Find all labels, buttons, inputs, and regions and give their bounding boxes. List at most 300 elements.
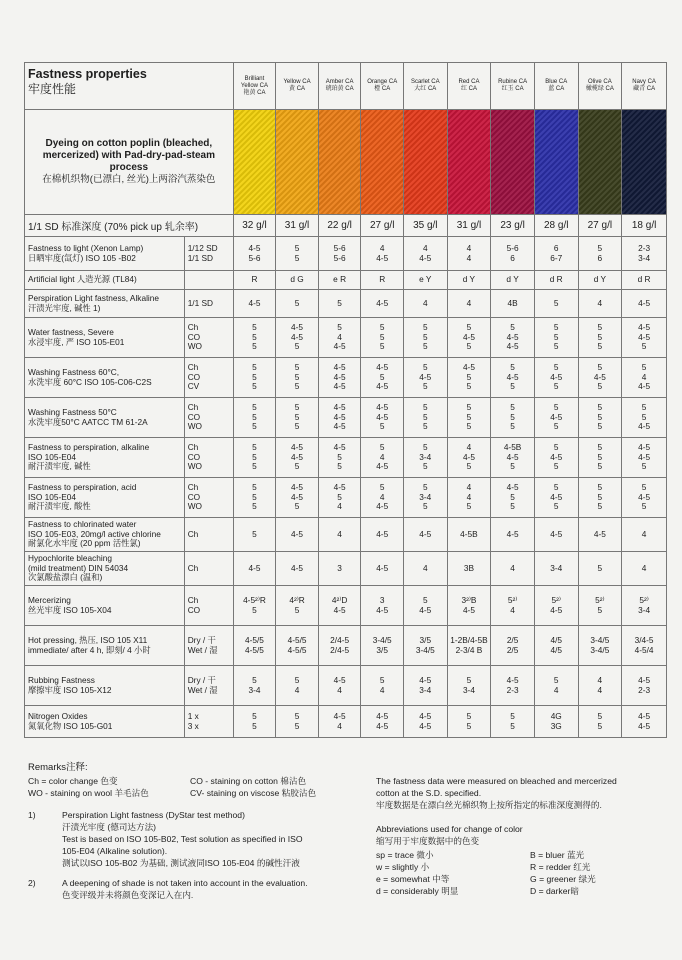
- rating-value: 5: [641, 461, 647, 472]
- rating-value: 5: [553, 297, 559, 308]
- rating-value: 4-5: [333, 482, 346, 493]
- rating-value: 4-5: [462, 362, 475, 373]
- rating-value: 5: [294, 252, 300, 263]
- rating-value: 4-5: [333, 442, 346, 453]
- rating-value: 5: [597, 381, 603, 392]
- rating-value: d Y: [462, 274, 476, 285]
- rating-cell: [233, 626, 276, 666]
- rating-cell: [534, 398, 578, 438]
- subcategory-line: CO: [187, 411, 201, 422]
- rating-value: 5: [641, 501, 647, 512]
- test-name-line: 次氯酸盐漂白 (温和): [28, 572, 103, 583]
- rating-cell: [534, 237, 578, 271]
- rating-value: 4: [422, 562, 428, 573]
- test-name-line: ISO 105-E04: [28, 491, 76, 502]
- rating-value: 5: [252, 491, 257, 502]
- test-name: [25, 398, 185, 438]
- rating-value: 3²⁾B: [461, 595, 477, 605]
- rating-cell: [447, 237, 491, 271]
- rating-value: 5: [252, 482, 257, 493]
- fastness-table: [24, 62, 667, 738]
- rating-value: 4: [466, 491, 472, 502]
- rating-value: 2/5: [506, 635, 519, 645]
- rating-cell: [491, 478, 535, 518]
- rating-value: 5: [252, 442, 257, 453]
- remark-wo: WO - staining on wool 羊毛沾色: [28, 788, 149, 798]
- note-1-number: 1): [28, 810, 36, 820]
- rating-cell: [534, 666, 578, 706]
- rating-cell: [622, 552, 667, 586]
- remarks-title: Remarks注释:: [28, 762, 88, 773]
- rating-cell: [233, 438, 276, 478]
- rating-cell: [491, 626, 535, 666]
- rating-cell: [403, 706, 447, 738]
- abbreviation: sp = trace 微小: [376, 850, 434, 860]
- test-name-line: ISO 105-E04: [28, 451, 76, 462]
- subcategory-line: Ch: [187, 322, 199, 333]
- color-swatch: [447, 110, 491, 215]
- rating-value: 4-5: [419, 604, 432, 615]
- rating-cell: [318, 552, 361, 586]
- rating-cell: [403, 358, 447, 398]
- test-name-line: 丝光牢度 ISO 105-X04: [28, 604, 112, 615]
- rating-value: 5: [597, 442, 603, 453]
- test-name-line: Washing Fastness 50°C: [28, 407, 117, 417]
- dye-column-header: Red CA 红 CA: [447, 63, 491, 110]
- rating-value: 4-5: [419, 252, 432, 263]
- rating-value: 5: [422, 461, 428, 472]
- color-swatch: [318, 110, 361, 215]
- rating-cell: [447, 666, 491, 706]
- rating-value: 5: [466, 341, 472, 352]
- rating-cell: [318, 518, 361, 552]
- rating-cell: [578, 271, 622, 290]
- rating-value: R: [379, 274, 386, 285]
- table-row: [25, 398, 667, 438]
- rating-value: 5: [294, 297, 300, 308]
- rating-value: 4-5: [291, 528, 304, 539]
- rating-cell: [403, 237, 447, 271]
- rating-cell: [276, 271, 319, 290]
- rating-value: 4-5: [419, 675, 432, 685]
- rating-cell: [276, 586, 319, 626]
- test-subcategory: [184, 478, 233, 518]
- note-2-line: A deepening of shade is not taken into account in the evaluation.: [62, 878, 308, 888]
- rating-value: 5: [379, 482, 385, 493]
- abbreviation: D = darker暗: [530, 886, 579, 896]
- rating-value: 4-5: [506, 371, 519, 382]
- rating-cell: [233, 271, 276, 290]
- rating-cell: [578, 552, 622, 586]
- rating-value: 5: [597, 720, 603, 731]
- rating-value: 5: [466, 675, 472, 685]
- rating-cell: [447, 626, 491, 666]
- rating-value: e Y: [419, 274, 432, 285]
- rating-cell: [578, 518, 622, 552]
- subcategory-line: CO: [187, 451, 201, 462]
- test-subcategory: [184, 398, 233, 438]
- rating-value: 5: [252, 341, 257, 352]
- test-name-line: Mercerizing: [28, 595, 71, 605]
- test-name-line: Washing Fastness 60°C,: [28, 367, 120, 377]
- rating-cell: [578, 626, 622, 666]
- rating-value: 5: [466, 411, 472, 422]
- test-subcategory: [184, 290, 233, 318]
- rating-value: d G: [290, 274, 304, 285]
- rating-cell: [534, 552, 578, 586]
- color-swatch: [276, 110, 319, 215]
- standard-depth-label: 1/1 SD 标准深度 (70% pick up 轧余率): [25, 215, 234, 237]
- rating-value: 5: [379, 371, 385, 382]
- rating-value: 5: [379, 322, 385, 333]
- dye-column-header: Amber CA 琥珀黄 CA: [318, 63, 361, 110]
- rating-value: 5: [252, 720, 257, 731]
- note-1-line: 汗渍光牢度 (德司达方法): [62, 822, 157, 832]
- rating-value: 5: [294, 341, 300, 352]
- rating-value: 4-5: [550, 528, 563, 539]
- rating-cell: [622, 237, 667, 271]
- rating-cell: [491, 318, 535, 358]
- test-name: [25, 478, 185, 518]
- test-name: [25, 552, 185, 586]
- rating-cell: [447, 706, 491, 738]
- subcategory-line: Ch: [187, 595, 199, 605]
- test-name-line: Nitrogen Oxides: [28, 711, 88, 721]
- rating-value: 5: [422, 341, 428, 352]
- rating-cell: [361, 237, 404, 271]
- rating-value: 4-5: [506, 341, 519, 352]
- rating-cell: [233, 586, 276, 626]
- rating-value: 5²⁾: [551, 595, 561, 605]
- test-name: [25, 438, 185, 478]
- note-2-line: 色变评级并未将颜色变深记入在内.: [62, 890, 194, 900]
- test-name-line: (mild treatment) DIN 54034: [28, 562, 129, 573]
- color-swatch: [361, 110, 404, 215]
- rating-value: 5: [641, 411, 647, 422]
- subcategory-line: 1/1 SD: [187, 297, 214, 308]
- rating-value: 4-5: [419, 720, 432, 731]
- test-name-line: Perspiration Light fastness, Alkaline: [28, 293, 159, 303]
- rating-value: 5: [466, 501, 472, 512]
- rating-value: 5: [252, 461, 257, 472]
- rating-value: 3-4: [419, 684, 432, 695]
- standard-depth-value: 31 g/l: [276, 215, 319, 237]
- rating-cell: [403, 626, 447, 666]
- rating-value: 3-4/5: [590, 644, 610, 655]
- table-row: [25, 586, 667, 626]
- dye-column-header: Brilliant Yellow CA 艳黄 CA: [233, 63, 276, 110]
- standard-depth-value: 18 g/l: [622, 215, 667, 237]
- rating-value: 4²⁾R: [289, 595, 305, 605]
- rating-value: 4-5: [638, 381, 651, 392]
- rating-value: 4-5B: [460, 528, 478, 539]
- rating-value: 4²⁾D: [331, 595, 348, 605]
- rating-value: 5: [597, 341, 603, 352]
- rating-value: 4: [337, 684, 342, 695]
- rating-value: 6-7: [550, 252, 563, 263]
- test-name: [25, 518, 185, 552]
- rating-value: 3: [337, 562, 342, 573]
- test-name-line: Fastness to chlorinated water: [28, 519, 137, 530]
- rating-value: 4-5: [333, 421, 346, 432]
- rating-cell: [491, 290, 535, 318]
- rating-value: 4-5: [419, 371, 432, 382]
- abbreviations-title-chinese: 缩写用于牢度数据中的色变: [376, 836, 480, 846]
- rating-value: 4-5: [333, 604, 346, 615]
- color-swatch: [578, 110, 622, 215]
- rating-value: 4: [337, 331, 342, 342]
- rating-value: 4/5: [550, 644, 562, 655]
- rating-value: 5: [422, 411, 428, 422]
- dye-column-header: Olive CA 橄榄绿 CA: [578, 63, 622, 110]
- rating-cell: [447, 518, 491, 552]
- test-name-line: Fastness to light (Xenon Lamp): [28, 243, 144, 253]
- color-swatch: [622, 110, 667, 215]
- rating-cell: [233, 318, 276, 358]
- rating-value: 5: [553, 461, 559, 472]
- subcategory-line: 1/1 SD: [187, 252, 214, 263]
- subcategory-line: Wet / 湿: [187, 684, 218, 695]
- rating-value: 5: [252, 411, 257, 422]
- rating-value: 5: [422, 595, 428, 605]
- rating-value: 4-5: [376, 381, 389, 392]
- rating-cell: [447, 318, 491, 358]
- rating-cell: [622, 358, 667, 398]
- rating-cell: [534, 358, 578, 398]
- rating-cell: [622, 478, 667, 518]
- rating-value: 4B: [507, 297, 518, 308]
- table-title-cell: [25, 63, 234, 110]
- test-name: [25, 586, 185, 626]
- rating-value: 5: [422, 421, 428, 432]
- rating-value: 4-5: [638, 720, 651, 731]
- rating-value: 3G: [550, 720, 562, 731]
- rating-cell: [622, 271, 667, 290]
- subcategory-line: CO: [187, 371, 201, 382]
- remark-co: CO - staining on cotton 棉沾色: [190, 776, 307, 786]
- rating-value: 4-5: [376, 501, 389, 512]
- rating-cell: [403, 478, 447, 518]
- rating-value: 5: [553, 501, 559, 512]
- rating-cell: [534, 271, 578, 290]
- rating-value: 4: [510, 604, 515, 615]
- rating-cell: [233, 358, 276, 398]
- rating-cell: [361, 552, 404, 586]
- rating-cell: [491, 271, 535, 290]
- rating-cell: [403, 552, 447, 586]
- rating-value: 5: [466, 371, 472, 382]
- rating-cell: [403, 518, 447, 552]
- rating-cell: [534, 706, 578, 738]
- test-name: [25, 318, 185, 358]
- subcategory-line: Dry / 干: [187, 635, 216, 645]
- rating-value: 5: [641, 482, 647, 493]
- rating-value: 4-5: [333, 341, 346, 352]
- rating-cell: [534, 318, 578, 358]
- subcategory-line: CO: [187, 491, 201, 502]
- test-name-line: Hot pressing, 热压, ISO 105 X11: [28, 635, 148, 645]
- dye-column-header: Rubine CA 红玉 CA: [491, 63, 535, 110]
- rating-value: 4: [337, 501, 342, 512]
- rating-value: 4-5: [376, 528, 389, 539]
- test-name: [25, 706, 185, 738]
- table-row: [25, 290, 667, 318]
- rating-value: 4-5: [291, 482, 304, 493]
- rating-cell: [361, 290, 404, 318]
- subcategory-line: Ch: [187, 562, 199, 573]
- test-name: [25, 237, 185, 271]
- rating-cell: [578, 358, 622, 398]
- rating-cell: [318, 398, 361, 438]
- color-swatch: [491, 110, 535, 215]
- rating-value: 4-5: [550, 371, 563, 382]
- rating-value: 3-4/5: [372, 635, 392, 645]
- rating-value: 4-5: [593, 528, 606, 539]
- rating-value: 4: [422, 243, 428, 253]
- abbreviation: d = considerably 明显: [376, 886, 459, 896]
- rating-cell: [361, 398, 404, 438]
- subcategory-line: Ch: [187, 362, 199, 373]
- rating-value: 4: [466, 243, 472, 253]
- subcategory-line: CO: [187, 331, 201, 342]
- rating-value: 2/5: [506, 644, 519, 655]
- abbreviation: w = slightly 小: [376, 862, 430, 872]
- rating-cell: [318, 318, 361, 358]
- rating-cell: [622, 586, 667, 626]
- note-2-number: 2): [28, 878, 36, 888]
- rating-value: 5: [597, 501, 603, 512]
- rating-value: 3-4: [550, 562, 563, 573]
- rating-cell: [233, 706, 276, 738]
- rating-value: 4/5: [550, 635, 562, 645]
- abbreviation: B = bluer 蓝光: [530, 850, 585, 860]
- rating-cell: [403, 666, 447, 706]
- rating-value: 4-5: [333, 371, 346, 382]
- rating-value: 3-4: [462, 684, 475, 695]
- rating-value: 5: [466, 381, 472, 392]
- rating-value: 4: [641, 371, 647, 382]
- rating-value: 5: [422, 442, 428, 453]
- rating-value: 3/5: [419, 635, 432, 645]
- rating-cell: [361, 666, 404, 706]
- subcategory-line: CV: [187, 381, 200, 392]
- rating-cell: [276, 438, 319, 478]
- rating-value: 5: [553, 341, 559, 352]
- rating-cell: [318, 586, 361, 626]
- rating-value: 3: [379, 595, 385, 605]
- table-row: [25, 358, 667, 398]
- rating-cell: [361, 438, 404, 478]
- rating-value: 5: [510, 411, 515, 422]
- rating-value: 4-5/5: [245, 635, 264, 645]
- rating-value: 4-5: [506, 482, 519, 493]
- note-1-line: Perspiration Light fastness (DyStar test method): [62, 810, 245, 820]
- rating-value: 5: [422, 362, 428, 373]
- rating-value: 4: [597, 684, 603, 695]
- rating-value: 5: [510, 421, 515, 432]
- test-name-line: ISO 105-E03, 20mg/l active chlorine: [28, 528, 161, 539]
- rating-value: 4-5: [550, 604, 563, 615]
- rating-value: 5: [641, 402, 647, 413]
- rating-value: 3-4: [419, 451, 432, 462]
- rating-value: 5: [641, 362, 647, 373]
- rating-value: 5²⁾: [507, 595, 518, 605]
- rating-cell: [361, 478, 404, 518]
- rating-value: 5: [337, 461, 342, 472]
- rating-value: 5: [641, 341, 647, 352]
- rating-value: 4-5: [291, 562, 304, 573]
- rating-value: 5: [379, 421, 385, 432]
- rating-cell: [233, 518, 276, 552]
- rating-value: 4-5: [376, 411, 389, 422]
- test-subcategory: [184, 666, 233, 706]
- subcategory-line: Dry / 干: [187, 675, 216, 685]
- rating-value: 4-5: [376, 297, 389, 308]
- rating-value: 4-5: [638, 322, 651, 333]
- rating-value: 5: [252, 402, 257, 413]
- test-name-line: Fastness to perspiration, acid: [28, 482, 137, 493]
- rating-value: 5: [294, 421, 300, 432]
- subcategory-line: Ch: [187, 528, 199, 539]
- rating-value: 4: [337, 720, 342, 731]
- rating-value: 5: [510, 501, 515, 512]
- rating-value: 4: [337, 528, 342, 539]
- rating-cell: [578, 398, 622, 438]
- dyeing-description: Dyeing on cotton poplin (bleached, mercerized) with Pad-dry-pad-steam process: [42, 138, 215, 173]
- color-swatch: [233, 110, 276, 215]
- rating-value: 5: [510, 381, 515, 392]
- rating-value: 5: [337, 322, 342, 333]
- table-row: [25, 438, 667, 478]
- rating-value: 5: [597, 491, 603, 502]
- rating-value: 5: [510, 322, 515, 333]
- rating-cell: [447, 438, 491, 478]
- rating-value: 4-5: [291, 451, 304, 462]
- rating-cell: [622, 398, 667, 438]
- rating-value: 4: [553, 684, 559, 695]
- rating-value: 5: [422, 402, 428, 413]
- rating-value: 4-5: [506, 451, 519, 462]
- rating-cell: [318, 706, 361, 738]
- rating-value: 5: [553, 482, 559, 493]
- rating-value: 5: [553, 442, 559, 453]
- rating-value: 4-5: [550, 451, 563, 462]
- rating-value: 3-4: [638, 252, 651, 263]
- abbreviations-title: Abbreviations used for change of color: [376, 824, 523, 834]
- rating-value: 5: [553, 381, 559, 392]
- rating-cell: [622, 438, 667, 478]
- rating-value: 5: [466, 322, 472, 333]
- rating-value: 5: [337, 491, 342, 502]
- test-subcategory: [184, 706, 233, 738]
- rating-value: 4-5²⁾R: [243, 595, 266, 605]
- rating-cell: [578, 478, 622, 518]
- standard-depth-value: 27 g/l: [578, 215, 622, 237]
- right-note-line: The fastness data were measured on bleached and mercerized: [376, 776, 617, 786]
- subcategory-line: 3 x: [187, 720, 199, 731]
- rating-value: e R: [333, 274, 347, 285]
- rating-value: 5: [294, 675, 300, 685]
- test-name-line: 耐汗渍牢度, 碱性: [28, 461, 91, 472]
- rating-value: 4: [466, 442, 472, 453]
- rating-value: 4-5: [333, 411, 346, 422]
- rating-cell: [491, 518, 535, 552]
- rating-value: 4-5B: [503, 442, 522, 453]
- rating-value: 5: [597, 451, 603, 462]
- abbreviation: e = somewhat 中等: [376, 874, 450, 884]
- rating-value: 4-5: [462, 451, 475, 462]
- rating-cell: [534, 586, 578, 626]
